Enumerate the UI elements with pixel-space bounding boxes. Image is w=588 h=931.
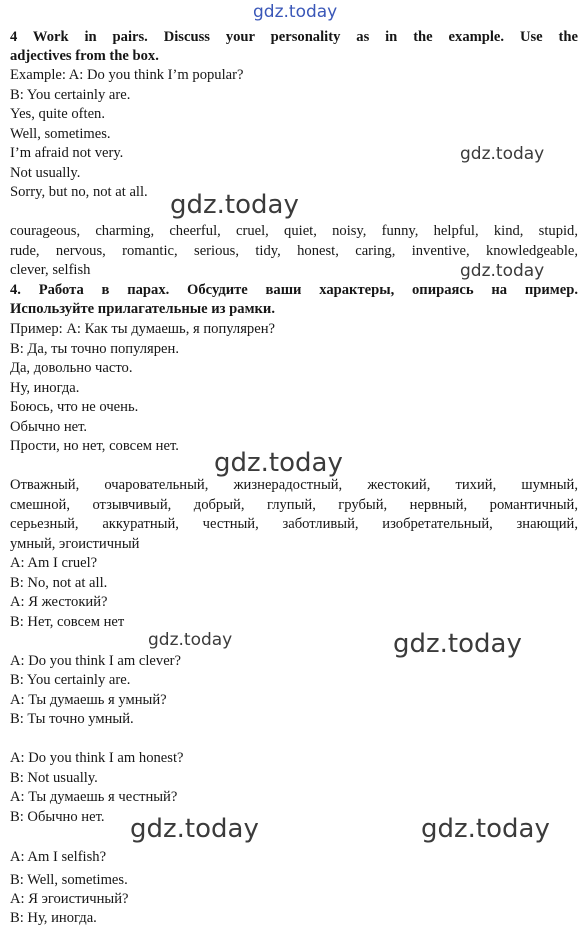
dialogue-line: A: Do you think I am honest?: [10, 750, 184, 766]
dialogue-line: A: Я жестокий?: [10, 594, 108, 610]
task-heading-en: 4 Work in pairs. Discuss your personality as in the example. Use the: [10, 29, 578, 45]
watermark: gdz.today: [148, 630, 233, 650]
example-line: I’m afraid not very.: [10, 145, 124, 161]
dialogue-line: B: Нет, совсем нет: [10, 614, 125, 630]
dialogue-line: B: Well, sometimes.: [10, 872, 128, 888]
watermark: gdz.today: [460, 261, 545, 281]
task-heading-en: adjectives from the box.: [10, 48, 159, 64]
adjective-box-line: clever, selfish: [10, 262, 91, 278]
example-line: Not usually.: [10, 165, 81, 181]
adjective-box-line: courageous, charming, cheerful, cruel, quiet, noisy, funny, helpful, kind, stupid,: [10, 223, 578, 239]
adjective-box-line: rude, nervous, romantic, serious, tidy, honest, caring, inventive, knowledgeable,: [10, 243, 578, 259]
example-line-ru: Обычно нет.: [10, 419, 88, 435]
example-line: Sorry, but no, not at all.: [10, 184, 148, 200]
dialogue-line: B: No, not at all.: [10, 575, 108, 591]
dialogue-line: A: Do you think I am clever?: [10, 653, 182, 669]
dialogue-line: A: Ты думаешь я честный?: [10, 789, 178, 805]
dialogue-line: B: Обычно нет.: [10, 809, 105, 825]
example-line-ru: Боюсь, что не очень.: [10, 399, 139, 415]
dialogue-line: B: You certainly are.: [10, 672, 131, 688]
watermark: gdz.today: [460, 144, 545, 164]
example-line-ru: Да, довольно часто.: [10, 360, 133, 376]
watermark: gdz.today: [130, 814, 259, 844]
watermark: gdz.today: [170, 190, 299, 220]
task-heading-ru: Используйте прилагательные из рамки.: [10, 301, 275, 317]
watermark: gdz.today: [214, 448, 343, 478]
dialogue-line: A: Am I selfish?: [10, 849, 107, 865]
dialogue-line: A: Ты думаешь я умный?: [10, 692, 167, 708]
example-line-ru: Прости, но нет, совсем нет.: [10, 438, 179, 454]
example-line-ru: Ну, иногда.: [10, 380, 80, 396]
adjective-box-line-ru: серьезный, аккуратный, честный, заботливый, изобретательный, знающий,: [10, 516, 578, 532]
watermark: gdz.today: [393, 629, 522, 659]
example-line-ru: В: Да, ты точно популярен.: [10, 341, 179, 357]
example-line: Example: A: Do you think I’m popular?: [10, 67, 244, 83]
adjective-box-line-ru: умный, эгоистичный: [10, 536, 140, 552]
dialogue-line: B: Ты точно умный.: [10, 711, 134, 727]
example-line: B: You certainly are.: [10, 87, 131, 103]
adjective-box-line-ru: смешной, отзывчивый, добрый, глупый, грубый, нервный, романтичный,: [10, 497, 578, 513]
example-line-ru: Пример: А: Как ты думаешь, я популярен?: [10, 321, 275, 337]
example-line: Yes, quite often.: [10, 106, 105, 122]
watermark: gdz.today: [421, 814, 550, 844]
dialogue-line: A: Я эгоистичный?: [10, 891, 129, 907]
dialogue-line: B: Ну, иногда.: [10, 910, 97, 926]
watermark-top: gdz.today: [253, 2, 338, 22]
dialogue-line: B: Not usually.: [10, 770, 98, 786]
task-heading-ru: 4. Работа в парах. Обсудите ваши характеры, опираясь на пример.: [10, 282, 578, 298]
example-line: Well, sometimes.: [10, 126, 111, 142]
adjective-box-line-ru: Отважный, очаровательный, жизнерадостный, жестокий, тихий, шумный,: [10, 477, 578, 493]
dialogue-line: A: Am I cruel?: [10, 555, 98, 571]
